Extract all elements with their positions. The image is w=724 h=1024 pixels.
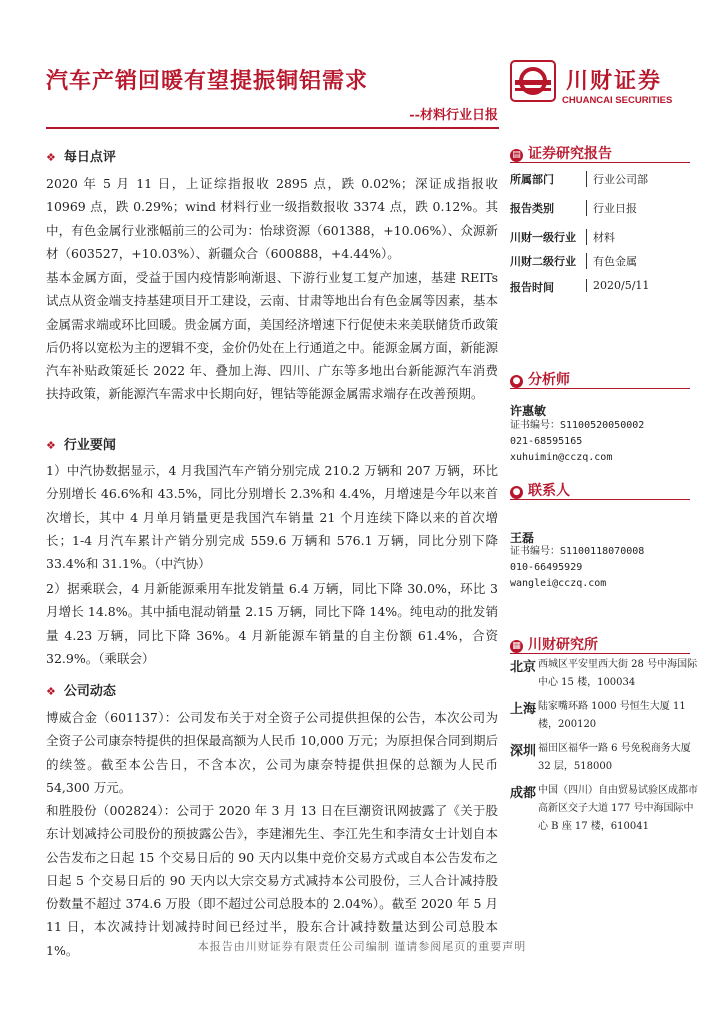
report-title: 汽车产销回暖有望提振铜铝需求 [46, 69, 369, 94]
diamond-bullet-icon: ❖ [46, 685, 56, 698]
office-shanghai: 上海 陆家嘴环路 1000 号恒生大厦 11 楼，200120 [510, 701, 686, 730]
report-subtitle: --材料行业日报 [409, 108, 498, 123]
info-row-level1-industry: 川财一级行业 材料 [510, 231, 615, 244]
logo-text-cn: 川财证券 [566, 69, 663, 94]
company-news-item-2: 和胜股份（002824）：公司于 2020 年 3 月 13 日在巨潮资讯网披露了《关于股东计划减持公司股份的预披露公告》，李建湘先生、李江先生和李清女士计划自本公告发布之日起 15 个交易日后的 90 天内以集中竞价交易方式或自本公告发布之日起 5 个交易日后的 90 天内以大宗交易方式减持本公司股份，三人合计减持股份数量不超过 374.6 万股（即不超过公司总股本的 2.04%）。截至 2020 年 5 月 11 日，本次减持计划减持时间已经过半，股东合计减持数量达到公司总股本 1%。 [46, 803, 498, 958]
contact-cert: 证书编号：S1100118070008 [510, 546, 645, 557]
info-row-report-date: 报告时间 2020/5/11 [510, 279, 650, 294]
office-shenzhen: 深圳 福田区福华一路 6 号免税商务大厦 32 层，518000 [510, 743, 691, 772]
industry-news-item-2: 2）据乘联会，4 月新能源乘用车批发销量 6.4 万辆，同比下降 30.0%，环比 3 月增长 14.8%。其中插电混动销量 2.15 万辆，同比下降 14%。纯电动的批发销量 4.23 万辆，同比下降 36%。4 月新能源车销量的自主份额 61.4%，合资 32.9%。（乘联会） [46, 581, 498, 666]
daily-comment-paragraph-1: 2020 年 5 月 11 日，上证综指报收 2895 点，跌 0.02%；深证成指报收 10969 点，跌 0.29%；wind 材料行业一级指数报收 3374 点，跌 0.12%。其中，有色金属行业涨幅前三的公司为：怡球资源（601388，+10.06%）、众源新材（603527，+10.03%）、新疆众合（600888，+4.44%）。 [46, 176, 498, 261]
person-icon: ● [510, 486, 523, 499]
company-news-item-1: 博威合金（601137）：公司发布关于对全资子公司提供担保的公告，本次公司为全资子公司康奈特提供的担保最高额为人民币 10,000 万元；为原担保合同到期后的续签。截至本公告日，不含本次，公司为康奈特提供担保的总额为人民币 54,300 万元。 [46, 710, 498, 795]
daily-comment-paragraph-2: 基本金属方面，受益于国内疫情影响渐退、下游行业复工复产加速，基建 REITs 试点从资金端支持基建项目开工建设，云南、甘肃等地出台有色金属等因素，基本金属需求端或环比回暖。贵金属方面，美国经济增速下行促使未来美联储货币政策后仍将以宽松为主的逻辑不变，金价仍处在上行通道之中。能源金属方面，新能源汽车补贴政策延长 2022 年、叠加上海、四川、广东等多地出台新能源汽车消费扶持政策，新能源汽车需求中长期向好，锂钴等能源金属需求端存在改善预期。 [46, 270, 498, 402]
sidebar-divider [510, 499, 690, 500]
sidebar-divider [510, 388, 690, 389]
office-beijing: 北京 西城区平安里西大街 28 号中海国际中心 15 楼，100034 [510, 659, 698, 688]
industry-news-item-1: 1）中汽协数据显示，4 月我国汽车产销分别完成 210.2 万辆和 207 万辆，环比分别增长 46.6%和 43.5%，同比分别增长 2.3%和 4.4%，月增速是今年以来首次增长，其中 4 月单月销量更是我国汽车销量 21 个月连续下降以来的首次增长；1-4 月汽车累计产销分别完成 559.6 万辆和 576.1 万辆，同比分别下降 33.4%和 31.1%。（中汽协） [46, 463, 498, 572]
header-divider [46, 127, 499, 129]
analyst-email[interactable]: xuhuimin@cczq.com [510, 452, 613, 463]
sidebar-heading-contact: ● 联系人 [510, 480, 570, 500]
section-heading-industry-news: ❖ 行业要闻 [46, 438, 116, 453]
diamond-bullet-icon: ❖ [46, 151, 56, 164]
contact-phone: 010-66495929 [510, 562, 583, 573]
analyst-cert: 证书编号：S1100520050002 [510, 420, 645, 431]
sidebar-divider [510, 653, 690, 654]
building-icon: ▦ [510, 640, 523, 653]
sidebar-heading-analyst: ● 分析师 [510, 369, 570, 389]
analyst-phone: 021-68595165 [510, 436, 583, 447]
contact-email[interactable]: wanglei@cczq.com [510, 578, 607, 589]
report-icon: ▤ [510, 149, 523, 162]
contact-name: 王磊 [510, 531, 535, 545]
diamond-bullet-icon: ❖ [46, 439, 56, 452]
info-row-level2-industry: 川财二级行业 有色金属 [510, 255, 637, 268]
office-chengdu: 成都 中国（四川）自由贸易试验区成都市高新区交子大道 177 号中海国际中心 B 座 17 楼，610041 [510, 785, 698, 832]
info-row-report-type: 报告类别 行业日报 [510, 202, 637, 215]
info-row-department: 所属部门 行业公司部 [510, 173, 648, 186]
sidebar-heading-institute: ▦ 川财研究所 [510, 634, 598, 654]
sidebar-divider [510, 162, 690, 163]
footer-disclaimer: 本报告由川财证券有限责任公司编制 谨请参阅尾页的重要声明 [197, 940, 527, 953]
analyst-name: 许惠敏 [510, 404, 547, 418]
section-heading-daily-comment: ❖ 每日点评 [46, 150, 116, 165]
logo-text-en: CHUANCAI SECURITIES [562, 95, 673, 106]
sidebar-heading-report: ▤ 证券研究报告 [510, 143, 612, 163]
chuancai-logo-icon [510, 60, 556, 102]
person-icon: ● [510, 375, 523, 388]
section-heading-company-news: ❖ 公司动态 [46, 684, 116, 699]
